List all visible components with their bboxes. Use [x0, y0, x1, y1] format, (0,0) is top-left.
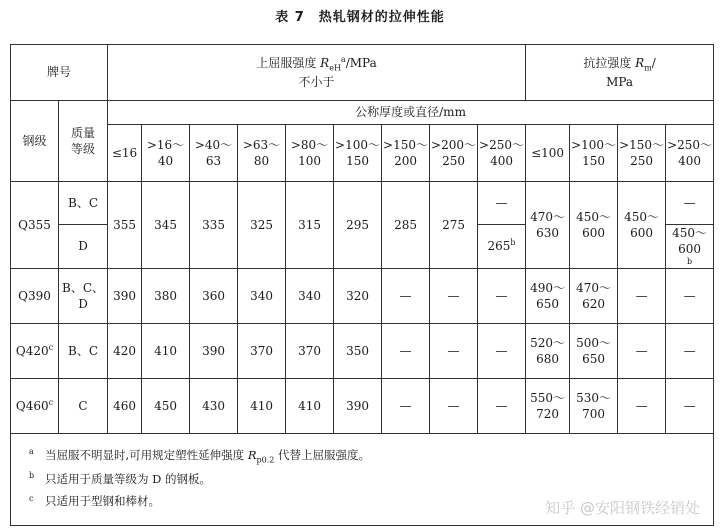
yield-range-4: >63～ 80 [238, 125, 286, 182]
steel-grade-cell: Q420$^c$ [11, 324, 59, 379]
tensile-cell: 530～ 700 [570, 379, 618, 434]
yield-cell: 340 [238, 269, 286, 324]
quality-cell: C [59, 379, 108, 434]
yield-cell: 430 [190, 379, 238, 434]
tensile-properties-table [10, 44, 714, 526]
yield-cell: 285 [382, 182, 430, 269]
quality-cell: D [59, 225, 108, 269]
tensile-range-4: >250～ 400 [666, 125, 714, 182]
tensile-range-2: >100～ 150 [570, 125, 618, 182]
yield-cell: 420 [108, 324, 142, 379]
note-a: a 当屈服不明显时,可用规定塑性延伸强度 $R_{p0.2}$ 代替上屈服强度。 [29, 447, 370, 465]
yield-cell: 450 [142, 379, 190, 434]
table-row-q390 [11, 269, 714, 324]
yield-cell: 390 [108, 269, 142, 324]
tensile-cell: 470～ 620 [570, 269, 618, 324]
yield-cell: 410 [286, 379, 334, 434]
steel-grade-cell: Q355 [11, 182, 59, 269]
quality-cell: B、C [59, 324, 108, 379]
yield-range-5: >80～ 100 [286, 125, 334, 182]
quality-grade-header: 质量 等级 [59, 101, 108, 182]
yield-cell: 410 [142, 324, 190, 379]
tensile-cell: 450～ 600 b [666, 225, 714, 269]
tensile-cell: 450～ 600 [618, 182, 666, 269]
yield-range-9: >250～ 400 [478, 125, 526, 182]
yield-cell: — [478, 182, 526, 225]
yield-cell: 410 [238, 379, 286, 434]
steel-grade-header: 钢级 [11, 101, 59, 182]
yield-cell: 325 [238, 182, 286, 269]
header-row-3 [11, 125, 714, 182]
tensile-cell: 490～ 650 [526, 269, 570, 324]
yield-cell: — [430, 379, 478, 434]
yield-range-7: >150～ 200 [382, 125, 430, 182]
quality-cell: B、C、D [59, 269, 108, 324]
yield-cell: — [382, 269, 430, 324]
header-row-2 [11, 101, 714, 125]
steel-grade-cell: Q460$^c$ [11, 379, 59, 434]
yield-cell: — [478, 324, 526, 379]
tensile-cell: 470～ 630 [526, 182, 570, 269]
yield-cell: 370 [238, 324, 286, 379]
tensile-cell: — [666, 269, 714, 324]
yield-cell: 370 [286, 324, 334, 379]
table-row-q460 [11, 379, 714, 434]
note-b: b 只适用于质量等级为 D 的钢板。 [29, 471, 212, 487]
yield-range-2: >16～ 40 [142, 125, 190, 182]
yield-range-1: ≤16 [108, 125, 142, 182]
yield-cell: 340 [286, 269, 334, 324]
yield-cell: 315 [286, 182, 334, 269]
yield-cell: — [382, 379, 430, 434]
tensile-cell: — [666, 324, 714, 379]
yield-cell: 295 [334, 182, 382, 269]
yield-cell: 460 [108, 379, 142, 434]
tensile-strength-header: 抗拉强度 $R_m/$ MPa [526, 45, 714, 101]
tensile-range-3: >150～ 250 [618, 125, 666, 182]
yield-cell: 380 [142, 269, 190, 324]
yield-cell: 320 [334, 269, 382, 324]
yield-cell: — [430, 269, 478, 324]
yield-cell: 355 [108, 182, 142, 269]
tensile-cell: — [618, 324, 666, 379]
yield-cell: 360 [190, 269, 238, 324]
tensile-cell: — [666, 182, 714, 225]
yield-cell: 390 [190, 324, 238, 379]
header-row-1 [11, 45, 714, 101]
steel-grade-cell: Q390 [11, 269, 59, 324]
yield-range-6: >100～ 150 [334, 125, 382, 182]
yield-range-8: >200～ 250 [430, 125, 478, 182]
yield-cell: 345 [142, 182, 190, 269]
yield-cell: 275 [430, 182, 478, 269]
note-c: c 只适用于型钢和棒材。 [29, 493, 160, 509]
zhihu-watermark: 知乎 @安阳钢铁经销处 [545, 499, 700, 517]
yield-cell: — [478, 379, 526, 434]
yield-cell: 265$^b$ [478, 225, 526, 269]
table-row-q355-a [11, 182, 714, 225]
yield-strength-header: 上屈服强度 $R_{eH}^a$/MPa 不小于 [108, 45, 526, 101]
quality-cell: B、C [59, 182, 108, 225]
tensile-cell: — [618, 269, 666, 324]
tensile-cell: 550～ 720 [526, 379, 570, 434]
tensile-cell: — [618, 379, 666, 434]
tensile-cell: 500～ 650 [570, 324, 618, 379]
yield-cell: 390 [334, 379, 382, 434]
tensile-range-1: ≤100 [526, 125, 570, 182]
grade-header: 牌号 [11, 45, 108, 101]
tensile-cell: — [666, 379, 714, 434]
table-title: 表 7 热轧钢材的拉伸性能 [275, 10, 445, 25]
yield-range-3: >40～ 63 [190, 125, 238, 182]
yield-cell: 335 [190, 182, 238, 269]
table-row-q420 [11, 324, 714, 379]
tensile-cell: 520～ 680 [526, 324, 570, 379]
yield-cell: — [430, 324, 478, 379]
yield-cell: — [478, 269, 526, 324]
yield-cell: — [382, 324, 430, 379]
tensile-cell: 450～ 600 [570, 182, 618, 269]
yield-cell: 350 [334, 324, 382, 379]
thickness-header: 公称厚度或直径/mm [108, 101, 714, 125]
